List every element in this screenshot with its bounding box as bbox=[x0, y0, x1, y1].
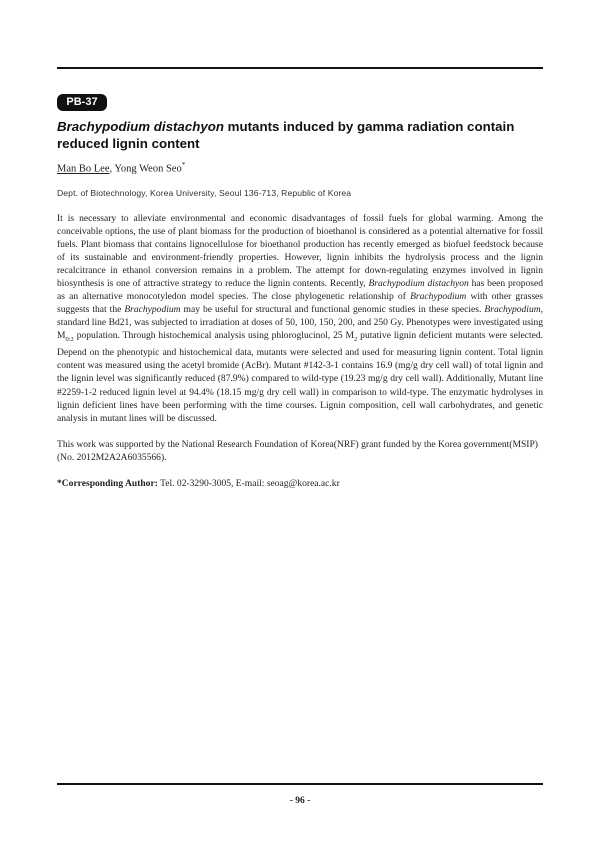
abstract-italic-3: Brachypodium bbox=[124, 304, 181, 316]
corresponding-contact: Tel. 02-3290-3005, E-mail: seoag@korea.ac.kr bbox=[157, 478, 340, 489]
title-species: Brachypodium distachyon bbox=[57, 119, 224, 134]
author-first: Man Bo Lee bbox=[57, 163, 110, 175]
author-separator: , bbox=[109, 163, 115, 175]
bottom-rule bbox=[57, 783, 543, 785]
abstract-text-4: may be useful for structural and functional genomic studies in these species. bbox=[180, 304, 485, 316]
corresponding-label: *Corresponding Author: bbox=[57, 478, 158, 489]
top-rule bbox=[57, 67, 543, 69]
abstract-sub-1: 0:2 bbox=[65, 336, 74, 344]
abstract-text-3: with other grasses suggests that the bbox=[57, 291, 543, 316]
author-list bbox=[57, 161, 185, 175]
author-second: Yong Weon Seo bbox=[114, 163, 182, 175]
abstract-italic-1: Brachypodium distachyon bbox=[368, 278, 469, 290]
title-rest: mutants induced by gamma radiation contain reduced lignin content bbox=[57, 119, 515, 151]
abstract-text-7: putative lignin deficient mutants were selected. Depend on the phenotypic and histochemical data, mutants were selected and used for measuring lignin content. Total lignin content was measured using the acetyl bromide (AcBr). Mutant #142-3-1 contains 16.9 (mg/g dry cell wall) of total lignin and the lignin level was significantly reduced (87.9%) compared to wild-type (19.23 mg/g dry cell wall). Additionally, Mutant line #2259-1-2 reduced lignin level at 94.4% (18.15 mg/g dry cell wall) in comparison to wild-type. The enzymatic hydrolyses in lignin deficient lines have been performing with the time courses. Lignin composition, cell wall carbohydrates, and genetic analysis in mutant lines will be discussed. bbox=[57, 330, 544, 424]
corresponding-author bbox=[57, 478, 340, 489]
affiliation: Dept. of Biotechnology, Korea University, Seoul 136-713, Republic of Korea bbox=[57, 188, 352, 198]
abstract-id-badge: PB-37 bbox=[57, 94, 107, 111]
paper-title bbox=[57, 118, 543, 152]
abstract-body bbox=[57, 212, 543, 425]
abstract-text-2: has been proposed as an alternative monocotyledon model species. The close phylogenetic relationship of bbox=[57, 278, 543, 303]
abstract-italic-2: Brachypodium bbox=[410, 291, 467, 303]
abstract-text-1: It is necessary to alleviate environmental and economic disadvantages of fossil fuels for global warming. Among the conceivable options, the use of plant biomass for the production of bioethanol is considered as a potential alternative for fossil fuels. Plant biomass that contains lignocellulose for bioethanol production has recently emerged as biofuel feedstock because of its sustainable and environment-friendly properties. However, lignin inhibits the hydrolysis process and the lignin recalcitrance in ethanol conversion remains in a problem. The attempt for down-regulating enzymes involved in lignin biosynthesis is one of attractive strategy to reduce the lignin contents. Recently, bbox=[57, 213, 543, 290]
funding-statement: This work was supported by the National Research Foundation of Korea(NRF) grant funded by the Korea government(MSIP) (No. 2012M2A2A6035566). bbox=[57, 439, 538, 464]
page-number: - 96 - bbox=[289, 796, 311, 806]
abstract-text-5: standard line Bd21, was subjected to irradiation at doses of 50, 100, 150, 200, and 250 Gy. Phenotypes were investigated using M bbox=[57, 317, 543, 342]
abstract-text-6: population. Through histochemical analysis using phloroglucinol, 25 M bbox=[73, 330, 355, 342]
abstract-sub-2: 2 bbox=[354, 336, 358, 344]
abstract-italic-4: Brachypodium, bbox=[484, 304, 544, 316]
corresponding-mark: * bbox=[181, 161, 186, 169]
